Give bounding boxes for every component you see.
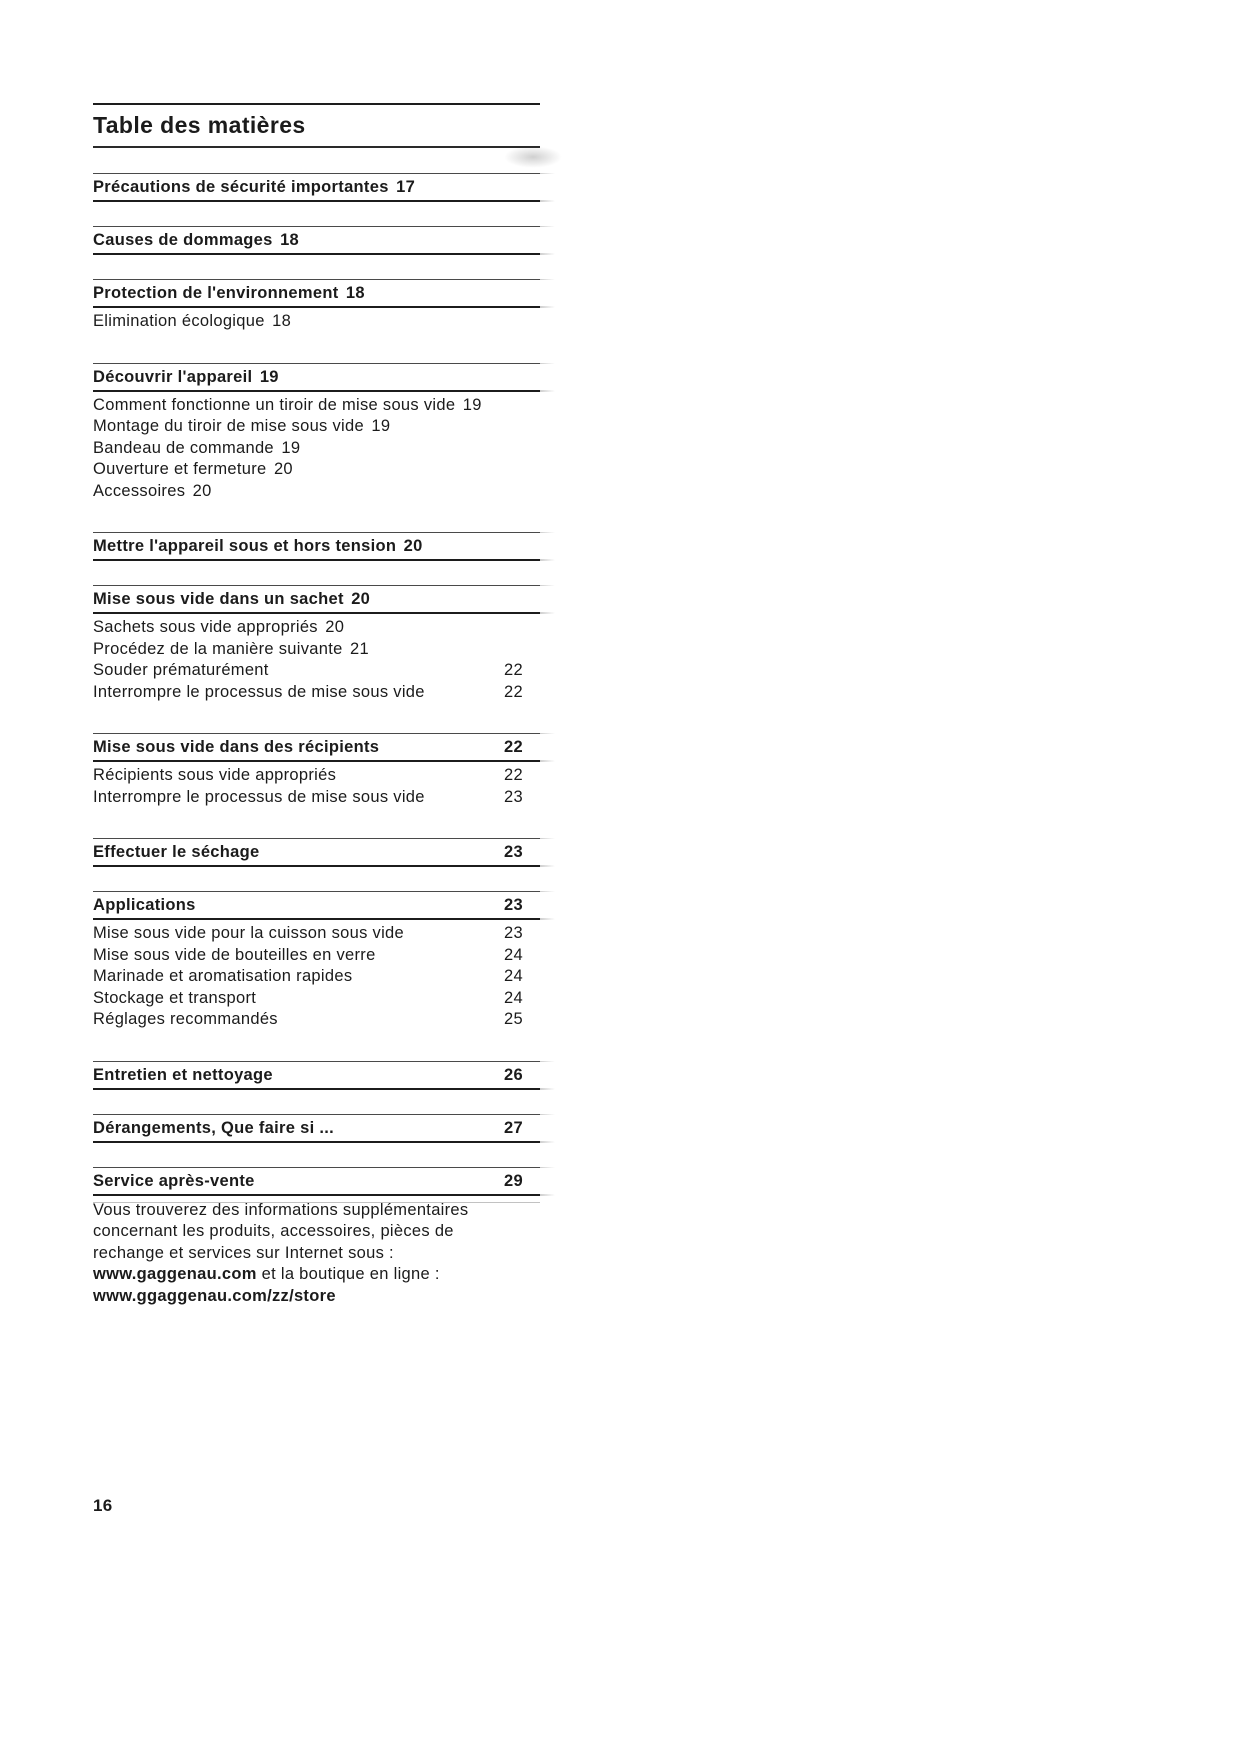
toc-item-page: 22 [504, 661, 523, 679]
toc-content [93, 103, 540, 1203]
rule [93, 612, 540, 614]
toc-item-page: 22 [504, 766, 523, 784]
toc-item [93, 639, 523, 661]
rule [93, 1114, 540, 1115]
toc-item-label: Procédez de la manière suivante [93, 639, 343, 658]
section-heading [93, 174, 540, 200]
toc-item-page: 24 [504, 988, 523, 1007]
rule [93, 532, 540, 533]
toc-item [93, 416, 523, 438]
toc-item-label: Ouverture et fermeture [93, 460, 267, 478]
toc-item-label: Souder prématurément [93, 661, 269, 679]
toc-item [93, 966, 523, 988]
toc-item-label: Bandeau de commande [93, 438, 274, 457]
toc-section [93, 585, 540, 709]
section-heading [93, 364, 540, 390]
toc-item-label: Montage du tiroir de mise sous vide [93, 417, 364, 435]
toc-item [93, 988, 523, 1010]
toc-item [93, 481, 523, 503]
rule [93, 173, 540, 174]
section-heading [93, 734, 540, 760]
toc-section [93, 173, 540, 202]
toc-item-label: Sachets sous vide appropriés [93, 618, 318, 636]
toc-item-label: Mise sous vide de bouteilles en verre [93, 945, 376, 964]
footer-line: concernant les produits, accessoires, pièces de [93, 1222, 454, 1240]
footer-url-gaggenau: www.gaggenau.com [93, 1265, 257, 1283]
toc-item [93, 1009, 523, 1031]
section-heading-label: Mettre l'appareil sous et hors tension [93, 537, 397, 555]
rule [93, 279, 540, 280]
toc-item-label: Comment fonctionne un tiroir de mise sous vide [93, 395, 456, 414]
toc-item [93, 395, 523, 417]
section-heading-page: 19 [259, 367, 279, 386]
rule [93, 585, 540, 586]
toc-item-label: Stockage et transport [93, 988, 257, 1007]
section-heading [93, 280, 540, 306]
section-heading-page: 20 [351, 590, 371, 608]
section-heading [93, 586, 540, 612]
section-heading-page: 17 [396, 178, 416, 196]
rule [93, 390, 540, 392]
section-items [93, 308, 540, 339]
toc-item-page: 18 [272, 312, 292, 330]
rule [93, 891, 540, 892]
section-heading-page: 18 [345, 284, 365, 302]
section-heading-label: Applications [93, 896, 196, 914]
toc-item-label: Réglages recommandés [93, 1010, 278, 1028]
section-heading-page: 29 [504, 1171, 523, 1190]
section-heading [93, 839, 540, 865]
rule [93, 559, 540, 561]
section-heading-label: Entretien et nettoyage [93, 1065, 273, 1084]
rule [93, 918, 540, 920]
footer-line: Vous trouverez des informations supplémentaires [93, 1200, 469, 1219]
section-heading-label: Effectuer le séchage [93, 843, 260, 861]
rule [93, 865, 540, 867]
section-items [93, 920, 540, 1037]
toc-section [93, 1061, 540, 1090]
rule [93, 760, 540, 762]
section-heading-page: 22 [504, 738, 523, 756]
toc-section [93, 1167, 540, 1196]
toc-item [93, 945, 523, 967]
section-heading-page: 18 [280, 231, 300, 249]
toc-item-page: 22 [504, 682, 523, 701]
section-heading-label: Service après-vente [93, 1171, 255, 1190]
toc-item-page: 23 [504, 924, 523, 942]
toc-item-label: Interrompre le processus de mise sous vide [93, 682, 425, 701]
section-heading-label: Précautions de sécurité importantes [93, 178, 389, 196]
rule [93, 1167, 540, 1168]
rule [93, 1088, 540, 1090]
section-heading-label: Protection de l'environnement [93, 284, 339, 302]
scan-smudge [504, 146, 562, 168]
toc-item [93, 682, 523, 704]
toc-item-page: 19 [281, 438, 301, 457]
rule [93, 733, 540, 734]
toc-item-label: Elimination écologique [93, 312, 265, 330]
toc-item-label: Récipients sous vide appropriés [93, 766, 337, 784]
toc-item-label: Mise sous vide pour la cuisson sous vide [93, 924, 404, 942]
section-heading [93, 892, 540, 918]
toc-item [93, 787, 523, 809]
toc-item-label: Accessoires [93, 481, 186, 500]
rule [93, 838, 540, 839]
toc-item-label: Interrompre le processus de mise sous vide [93, 787, 425, 806]
toc-item [93, 459, 523, 481]
toc-item-page: 19 [462, 395, 482, 414]
section-items [93, 762, 540, 814]
section-heading [93, 1115, 540, 1141]
toc-item-page: 25 [504, 1010, 523, 1028]
section-heading-label: Découvrir l'appareil [93, 367, 253, 386]
rule [93, 306, 540, 308]
toc-item [93, 765, 523, 787]
rule [93, 226, 540, 227]
rule [93, 1061, 540, 1062]
section-items [93, 392, 540, 509]
section-heading-label: Mise sous vide dans un sachet [93, 590, 344, 608]
rule [93, 146, 540, 148]
section-heading [93, 227, 540, 253]
footer-url-store: www.ggaggenau.com/zz/store [93, 1286, 336, 1305]
section-heading-page: 23 [504, 843, 523, 861]
page-title: Table des matières [93, 112, 306, 138]
toc-item [93, 923, 523, 945]
toc-section [93, 891, 540, 1037]
rule [93, 363, 540, 364]
page-number: 16 [93, 1496, 113, 1515]
section-heading-page: 20 [403, 537, 423, 555]
section-heading-page: 23 [504, 896, 523, 914]
toc-item-page: 20 [325, 618, 345, 636]
toc-item-page: 21 [350, 639, 369, 658]
section-heading [93, 533, 540, 559]
toc-sections [93, 173, 540, 1196]
rule [93, 1194, 540, 1196]
toc-item-page: 24 [504, 945, 523, 964]
toc-item [93, 438, 523, 460]
section-heading-label: Dérangements, Que faire si ... [93, 1118, 334, 1137]
toc-item [93, 617, 523, 639]
toc-item-page: 19 [371, 417, 391, 435]
toc-item-label: Marinade et aromatisation rapides [93, 967, 353, 985]
toc-item [93, 311, 523, 333]
footer-paragraph [93, 1200, 563, 1308]
rule [93, 103, 540, 105]
rule [93, 253, 540, 255]
toc-item-page: 20 [192, 481, 212, 500]
section-heading-label: Causes de dommages [93, 231, 273, 249]
section-items [93, 614, 540, 709]
rule [93, 1141, 540, 1143]
toc-title-block [93, 103, 540, 148]
toc-section [93, 226, 540, 255]
section-heading [93, 1062, 540, 1088]
footer-line: et la boutique en ligne : [256, 1265, 440, 1283]
section-heading-label: Mise sous vide dans des récipients [93, 738, 380, 756]
toc-section [93, 532, 540, 561]
toc-section [93, 838, 540, 867]
toc-item-page: 23 [504, 787, 523, 806]
toc-item-page: 24 [504, 967, 523, 985]
toc-item-page: 20 [273, 460, 293, 478]
toc-section [93, 363, 540, 509]
section-heading-page: 27 [504, 1118, 523, 1137]
toc-section [93, 1114, 540, 1143]
toc-item [93, 660, 523, 682]
toc-section [93, 733, 540, 814]
section-heading-page: 26 [504, 1065, 523, 1084]
toc-section [93, 279, 540, 339]
section-heading [93, 1168, 540, 1194]
footer-line: rechange et services sur Internet sous : [93, 1243, 394, 1262]
rule [93, 200, 540, 202]
